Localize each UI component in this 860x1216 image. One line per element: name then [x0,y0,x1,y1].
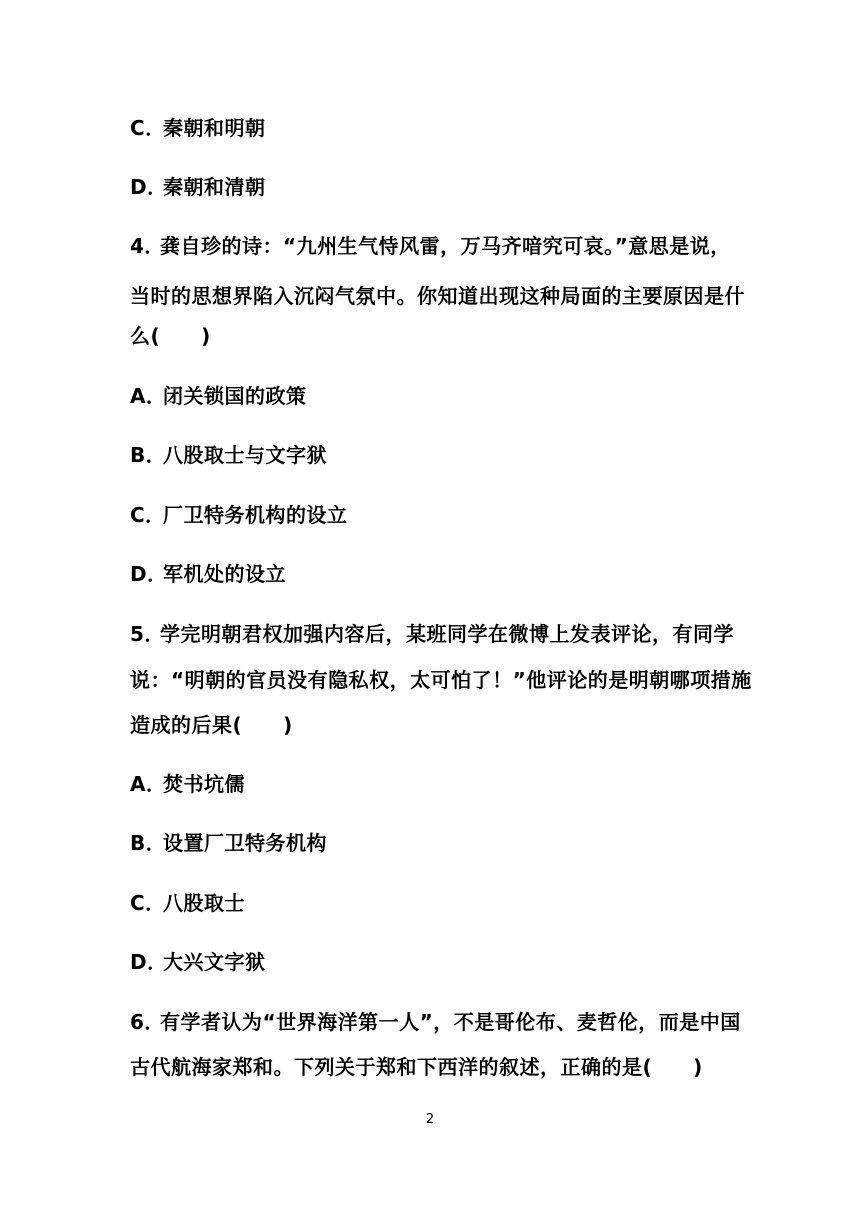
question-number: 6． [130,1010,165,1034]
q3-option-c [130,113,740,143]
option-label: D． [130,175,168,199]
stem-text: 学完明朝君权加强内容后，某班同学在微博上发表评论，有同学 [160,622,734,646]
q4-option-a [130,381,740,411]
stem-text: 么( ) [130,324,211,348]
option-text: 秦朝和清朝 [163,175,266,199]
option-label: B． [130,443,167,467]
q3-option-d [130,172,740,202]
option-label: A． [130,772,167,796]
q6-stem-line-2 [130,1052,740,1082]
q5-stem-line-1 [130,619,740,649]
stem-text: 龚自珍的诗：“九州生气恃风雷，万马齐喑究可哀。”意思是说， [160,234,731,258]
q5-option-c [130,888,740,918]
stem-text: 造成的后果( ) [130,713,293,737]
option-text: 闭关锁国的政策 [163,384,307,408]
stem-text: 有学者认为“世界海洋第一人”，不是哥伦布、麦哲伦，而是中国 [160,1010,741,1034]
option-text: 大兴文字狱 [163,950,266,974]
option-text: 军机处的设立 [163,562,286,586]
q6-stem-line-1 [130,1007,740,1037]
question-number: 4． [130,234,165,258]
option-text: 厂卫特务机构的设立 [163,503,348,527]
option-label: B． [130,831,167,855]
option-label: D． [130,562,168,586]
q5-option-a [130,769,740,799]
option-label: C． [130,116,166,140]
q4-stem-line-3 [130,321,740,351]
stem-text: 当时的思想界陷入沉闷气氛中。你知道出现这种局面的主要原因是什 [130,284,745,308]
q5-option-b [130,828,740,858]
q5-stem-line-2 [130,665,752,695]
option-text: 八股取士与文字狱 [163,443,327,467]
stem-text: 说：“明朝的官员没有隐私权，太可怕了！”他评论的是明朝哪项措施 [130,668,752,692]
q5-stem-line-3 [130,710,740,740]
q4-option-c [130,500,740,530]
q4-option-d [130,559,740,589]
option-text: 设置厂卫特务机构 [163,831,327,855]
question-number: 5． [130,622,165,646]
page-number: 2 [425,1112,435,1127]
q4-option-b [130,440,740,470]
option-label: D． [130,950,168,974]
stem-text: 古代航海家郑和。下列关于郑和下西洋的叙述，正确的是( ) [130,1055,703,1079]
option-label: C． [130,891,166,915]
option-text: 八股取士 [163,891,245,915]
q4-stem-line-1 [130,231,740,261]
option-text: 焚书坑儒 [163,772,245,796]
q4-stem-line-2 [130,281,745,311]
option-label: A． [130,384,167,408]
option-label: C． [130,503,166,527]
option-text: 秦朝和明朝 [163,116,266,140]
q5-option-d [130,947,740,977]
